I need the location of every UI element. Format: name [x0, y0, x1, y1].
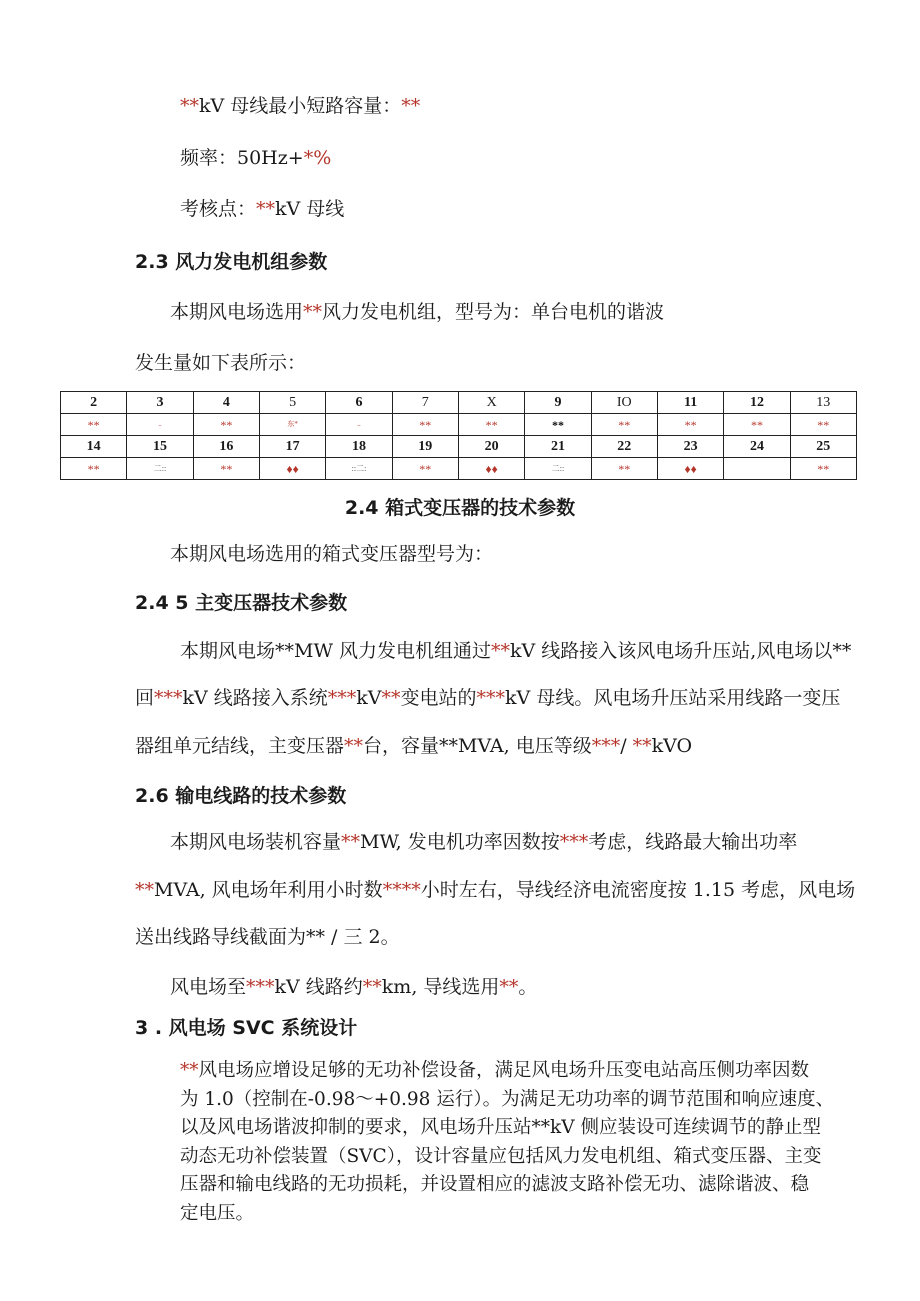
table-row-values-1 [61, 414, 857, 436]
table-row-orders-2 [61, 436, 857, 458]
placeholder: ** [256, 198, 276, 220]
text: kV [356, 687, 382, 709]
placeholder: ** [341, 831, 361, 853]
text: 考虑，线路最大输出功率 [588, 831, 798, 853]
assessment-point-line [180, 200, 344, 219]
section-2-3-paragraph-line-1 [170, 303, 664, 322]
harmonic-value-cell: ** [61, 458, 127, 480]
harmonic-order-cell: 7 [392, 392, 458, 414]
harmonic-order-cell: 18 [326, 436, 392, 458]
harmonic-order-cell: 12 [724, 392, 790, 414]
placeholder: **** [382, 879, 421, 901]
harmonic-value-cell: ::二: [326, 458, 392, 480]
harmonic-order-cell: IO [591, 392, 657, 414]
text: 回 [135, 687, 155, 709]
svc-line: 以及风电场谐波抑制的要求，风电场升压站**kV 侧应装设可连续调节的静止型 [180, 1117, 821, 1138]
text: 风电场应增设足够的无功补偿设备，满足风电场升压变电站高压侧功率因数 [198, 1060, 810, 1081]
harmonic-order-cell: 13 [790, 392, 856, 414]
section-2-3-heading: 2.3 风力发电机组参数 [135, 251, 328, 273]
text: kV 线路接入该风电场升压站,风电场以** [510, 640, 852, 662]
text: kV 线路约 [274, 976, 363, 998]
harmonic-value-cell: ** [790, 414, 856, 436]
transmission-line-3: 送出线路导线截面为** / 三 2。 [135, 926, 400, 948]
main-transformer-line-1 [180, 642, 851, 661]
harmonic-value-cell: 二:: [127, 458, 193, 480]
harmonic-value-cell: ** [61, 414, 127, 436]
text: 台，容量**MVA, 电压等级 [363, 735, 592, 757]
harmonic-value-cell: ** [591, 458, 657, 480]
label-text: 频率：50Hz+ [180, 147, 304, 169]
harmonic-order-cell: 23 [657, 436, 723, 458]
harmonic-order-cell: 21 [525, 436, 591, 458]
harmonic-order-cell: 14 [61, 436, 127, 458]
placeholder: ** [135, 879, 154, 901]
text: MW, 发电机功率因数按 [360, 831, 560, 853]
harmonic-value-cell [724, 458, 790, 480]
placeholder: ** [499, 976, 519, 998]
table-row-values-2 [61, 458, 857, 480]
text: 风力发电机组，型号为：单台电机的谐波 [322, 301, 665, 323]
harmonic-order-cell: 17 [259, 436, 325, 458]
placeholder: ** [180, 95, 199, 117]
svc-line [180, 1057, 860, 1086]
placeholder: ** [344, 735, 364, 757]
text: 本期风电场**MW 风力发电机组通过 [180, 640, 492, 662]
short-circuit-capacity-line [180, 97, 420, 116]
harmonic-value-cell: ♦♦ [458, 458, 524, 480]
svc-line: 压器和输电线路的无功损耗，并设置相应的滤波支路补偿无功、滤除谐波、稳 [180, 1174, 810, 1195]
harmonic-value-cell: .. [127, 414, 193, 436]
harmonic-value-cell: ** [392, 414, 458, 436]
harmonic-order-cell: 24 [724, 436, 790, 458]
harmonic-order-cell: 25 [790, 436, 856, 458]
harmonic-value-cell: 二:: [525, 458, 591, 480]
text: 变电站的 [400, 687, 477, 709]
text: MVA, 风电场年利用小时数 [154, 879, 383, 901]
section-2-4-paragraph: 本期风电场选用的箱式变压器型号为： [170, 543, 494, 565]
text: kV 线路接入系统 [182, 687, 328, 709]
harmonic-order-cell: 20 [458, 436, 524, 458]
transmission-line-2 [135, 881, 855, 900]
svc-line: 为 1.0（控制在-0.98～+0.98 运行）。为满足无功功率的调节范围和响应速度、 [180, 1088, 835, 1110]
svc-line: 动态无功补偿装置（SVC），设计容量应包括风力发电机组、箱式变压器、主变 [180, 1145, 822, 1167]
placeholder: ** [491, 640, 511, 662]
transmission-line-4 [170, 978, 537, 997]
text: kV 母线。风电场升压站采用线路一变压 [505, 687, 841, 709]
harmonic-value-cell: ** [790, 458, 856, 480]
text: 风电场至 [170, 976, 247, 998]
placeholder: ** [632, 735, 652, 757]
placeholder: ** [303, 301, 323, 323]
harmonic-order-cell: 4 [193, 392, 259, 414]
harmonic-value-cell: ♦♦ [657, 458, 723, 480]
harmonic-order-cell: X [458, 392, 524, 414]
placeholder: *** [476, 687, 506, 709]
harmonic-order-cell: 16 [193, 436, 259, 458]
harmonic-value-cell: ** [193, 458, 259, 480]
harmonic-value-cell: ** [724, 414, 790, 436]
harmonic-order-cell: 3 [127, 392, 193, 414]
frequency-line [180, 149, 331, 168]
harmonic-value-cell: ** [392, 458, 458, 480]
section-3-heading: 3 . 风电场 SVC 系统设计 [135, 1017, 358, 1039]
harmonic-value-cell: ** [193, 414, 259, 436]
placeholder: ** [381, 687, 401, 709]
placeholder: ** [180, 1060, 199, 1081]
placeholder: *% [303, 147, 332, 169]
label-text: kV 母线最小短路容量： [199, 95, 402, 117]
section-2-3-paragraph-line-2: 发生量如下表所示： [135, 352, 307, 374]
harmonic-order-cell: 11 [657, 392, 723, 414]
placeholder: *** [559, 831, 589, 853]
text: 本期风电场选用 [170, 301, 304, 323]
placeholder: *** [154, 687, 183, 709]
main-transformer-line-2 [135, 689, 840, 708]
table-row-orders-1 [61, 392, 857, 414]
label-text: 考核点： [180, 198, 257, 220]
harmonic-value-cell: ** [591, 414, 657, 436]
harmonic-value-cell: ♦♦ [259, 458, 325, 480]
harmonic-order-cell: 9 [525, 392, 591, 414]
placeholder: ** [362, 976, 382, 998]
harmonic-order-cell: 2 [61, 392, 127, 414]
svc-line: 定电压。 [180, 1202, 255, 1224]
transmission-line-1 [170, 833, 797, 852]
harmonic-order-cell: 19 [392, 436, 458, 458]
harmonic-order-cell: 6 [326, 392, 392, 414]
section-2-6-heading: 2.6 输电线路的技术参数 [135, 785, 347, 807]
text: 。 [518, 976, 538, 998]
placeholder: *** [246, 976, 275, 998]
section-2-4-heading: 2.4 箱式变压器的技术参数 [344, 497, 576, 519]
harmonic-value-cell: .. [326, 414, 392, 436]
harmonic-order-cell: 5 [259, 392, 325, 414]
harmonic-table [60, 391, 857, 480]
text: 器组单元结线，主变压器 [135, 735, 345, 757]
text: 小时左右，导线经济电流密度按 1.15 考虑，风电场 [420, 879, 856, 901]
harmonic-order-cell: 22 [591, 436, 657, 458]
placeholder: *** [591, 735, 621, 757]
text: 本期风电场装机容量 [170, 831, 342, 853]
svc-paragraph [180, 1057, 860, 1228]
label-text: kV 母线 [275, 198, 345, 220]
text: kVO [651, 735, 693, 757]
harmonic-value-cell: ** [657, 414, 723, 436]
harmonic-value-cell: 东* [259, 414, 325, 436]
placeholder: *** [327, 687, 357, 709]
harmonic-order-cell: 15 [127, 436, 193, 458]
harmonic-value-cell: ** [525, 414, 591, 436]
text: km, 导线选用 [381, 976, 500, 998]
harmonic-value-cell: ** [458, 414, 524, 436]
text: / [620, 735, 633, 757]
main-transformer-line-3 [135, 737, 692, 756]
placeholder: ** [401, 95, 421, 117]
section-2-4-5-heading: 2.4 5 主变压器技术参数 [135, 592, 348, 614]
